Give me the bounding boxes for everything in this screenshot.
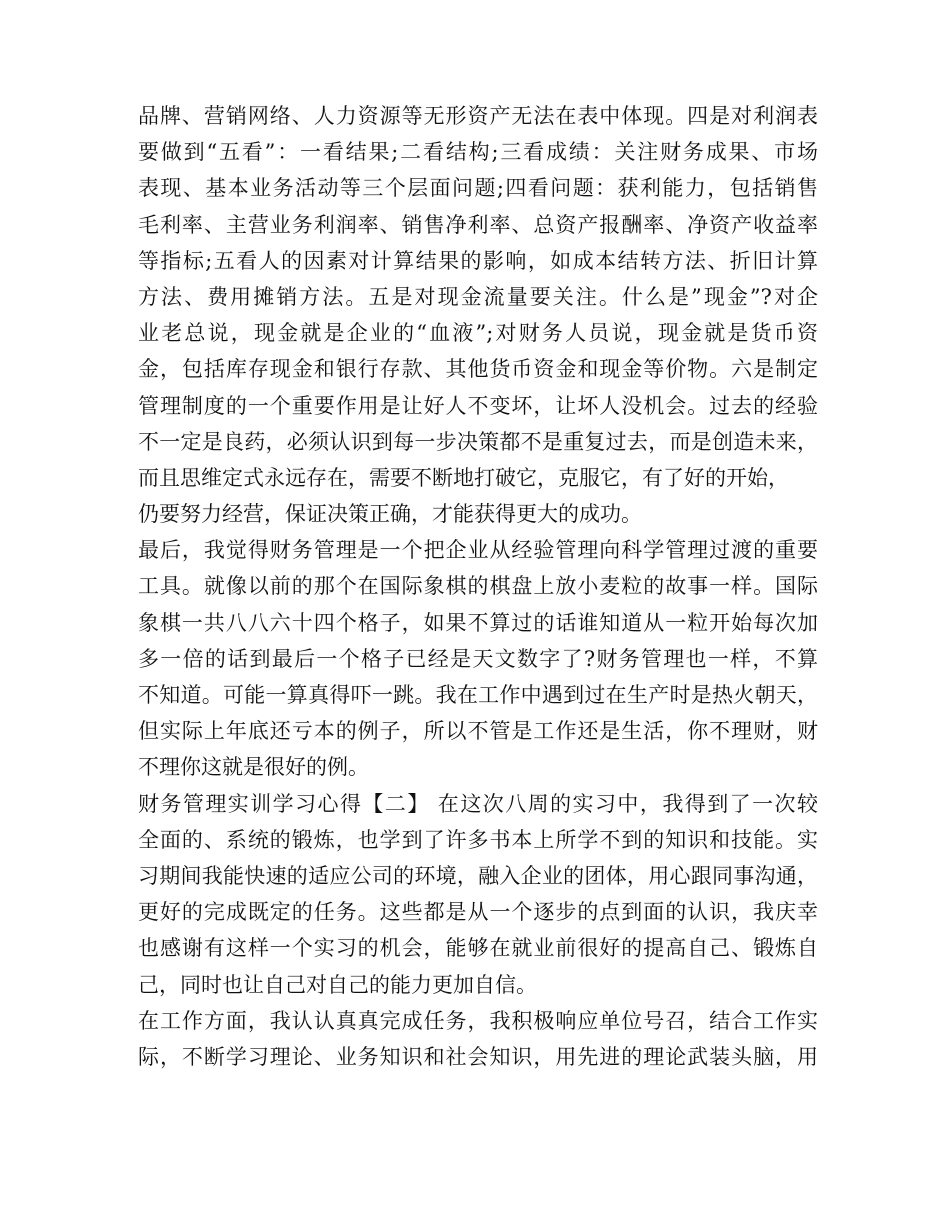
text-line: 习期间我能快速的适应公司的环境，融入企业的团体，用心跟同事沟通， [138,863,818,888]
text-line: 己，同时也让自己对自己的能力更加自信。 [138,972,537,997]
text-line: 不一定是良药，必须认识到每一步决策都不是重复过去，而是创造未来， [138,429,818,454]
text-line: 最后，我觉得财务管理是一个把企业从经验管理向科学管理过渡的重要 [138,538,818,563]
text-line: 全面的、系统的锻炼，也学到了许多书本上所学不到的知识和技能。实 [138,827,818,852]
text-line: 多一倍的话到最后一个格子已经是天文数字了?财务管理也一样，不算 [138,646,818,671]
text-line: 品牌、营销网络、人力资源等无形资产无法在表中体现。四是对利润表 [138,104,818,128]
text-line: 但实际上年底还亏本的例子，所以不管是工作还是生活，你不理财，财 [138,719,818,744]
text-line: 不理你这就是很好的例。 [138,755,369,780]
text-line: 等指标;五看人的因素对计算结果的影响，如成本结转方法、折旧计算 [138,248,818,273]
text-line: 际，不断学习理论、业务知识和社会知识，用先进的理论武装头脑，用 [138,1044,818,1069]
text-line: 方法、费用摊销方法。五是对现金流量要关注。什么是”现金”?对企 [138,284,818,309]
text-line: 财务管理实训学习心得【二】 在这次八周的实习中，我得到了一次较 [138,791,818,816]
text-line: 在工作方面，我认认真真完成任务，我积极响应单位号召，结合工作实 [138,1008,818,1033]
text-line: 仍要努力经营，保证决策正确，才能获得更大的成功。 [138,502,642,527]
text-line: 金，包括库存现金和银行存款、其他货币资金和现金等价物。六是制定 [138,357,818,382]
text-line: 管理制度的一个重要作用是让好人不变坏，让坏人没机会。过去的经验 [138,393,818,418]
document-body [138,98,818,1075]
text-line: 更好的完成既定的任务。这些都是从一个逐步的点到面的认识，我庆幸 [138,900,818,925]
text-line: 工具。就像以前的那个在国际象棋的棋盘上放小麦粒的故事一样。国际 [138,574,818,599]
text-line: 也感谢有这样一个实习的机会，能够在就业前很好的提高自己、锻炼自 [138,936,818,961]
text-line: 不知道。可能一算真得吓一跳。我在工作中遇到过在生产时是热火朝天， [138,683,818,707]
text-line: 业老总说，现金就是企业的“血液”;对财务人员说，现金就是货币资 [138,321,818,346]
text-line: 要做到“五看”：一看结果;二看结构;三看成绩：关注财务成果、市场 [138,140,818,165]
text-line: 表现、基本业务活动等三个层面问题;四看问题：获利能力，包括销售 [138,176,818,201]
text-line: 毛利率、主营业务利润率、销售净利率、总资产报酬率、净资产收益率 [138,212,818,237]
text-line: 象棋一共八八六十四个格子，如果不算过的话谁知道从一粒开始每次加 [138,610,818,635]
document-page [138,98,818,1075]
text-line: 而且思维定式永远存在，需要不断地打破它，克服它，有了好的开始， [138,465,789,490]
